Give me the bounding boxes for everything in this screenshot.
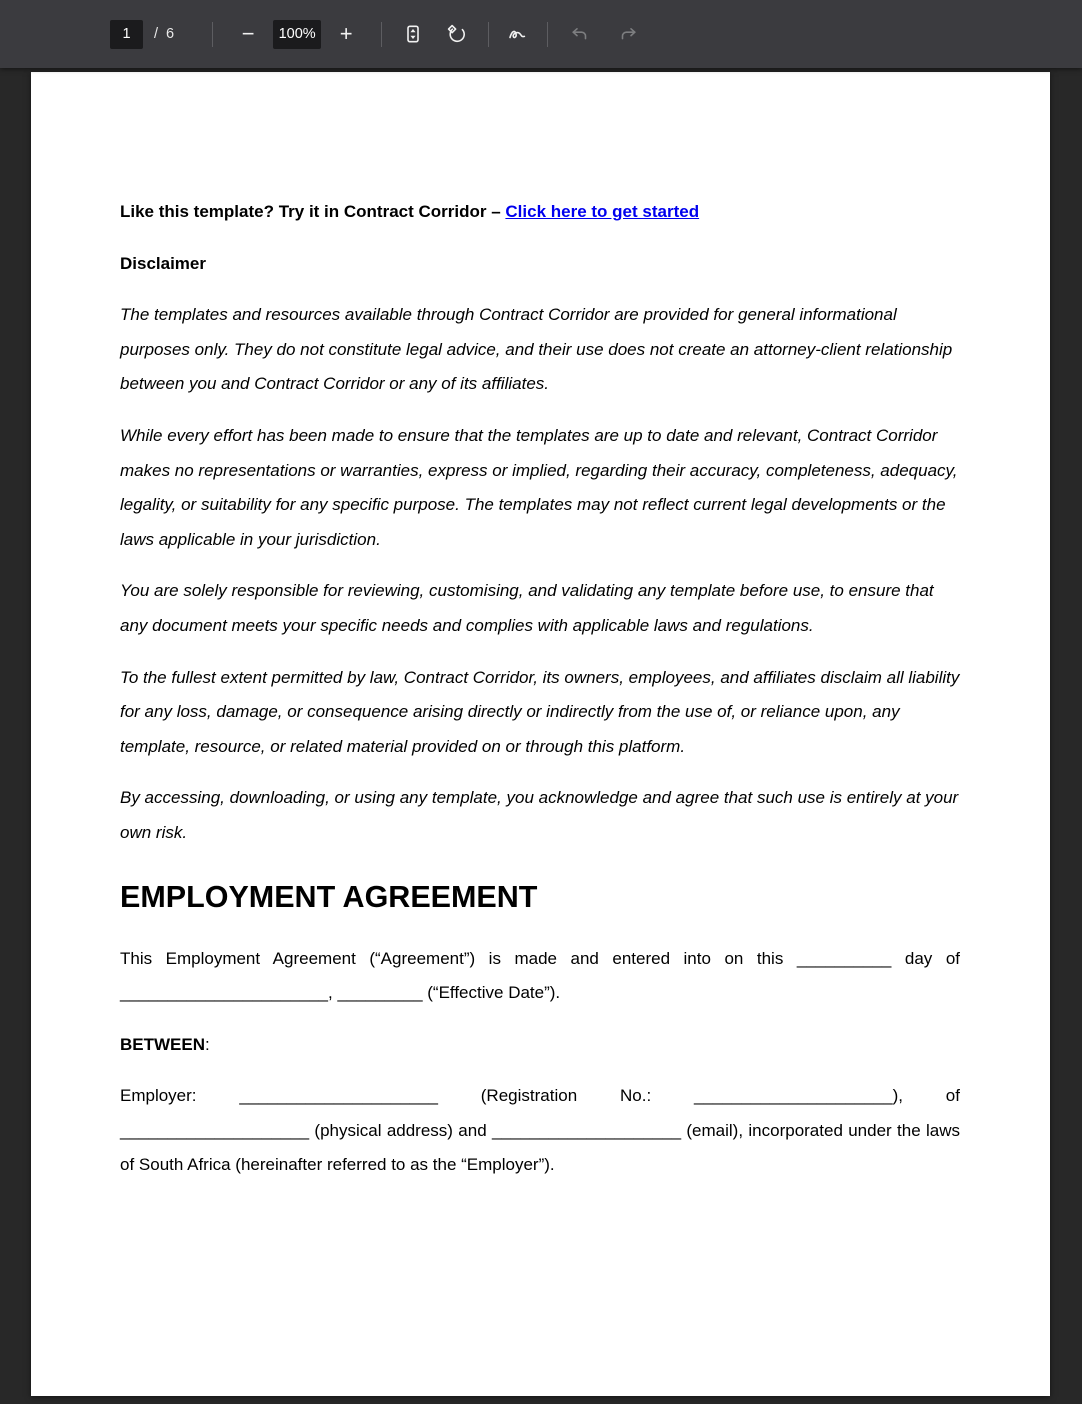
- disclaimer-paragraph: You are solely responsible for reviewing, customising, and validating any template before use, to ensure that any document meets your specific needs and complies with applicable laws and regulations.: [120, 581, 934, 635]
- pdf-canvas: [0, 68, 1082, 1404]
- document-title: EMPLOYMENT AGREEMENT: [120, 879, 538, 914]
- template-promo-text: Like this template? Try it in Contract Corridor –: [120, 202, 506, 221]
- zoom-controls: [231, 17, 363, 51]
- zoom-in-button[interactable]: +: [329, 17, 363, 51]
- toolbar-divider: [381, 22, 382, 47]
- annotate-pen-icon: [506, 23, 530, 45]
- between-colon: :: [205, 1034, 210, 1054]
- redo-icon: [619, 24, 639, 44]
- page-controls: [110, 20, 176, 49]
- template-promo-line: [120, 195, 960, 230]
- page-count-label: / 6: [154, 26, 177, 42]
- fit-to-page-button[interactable]: [396, 17, 430, 51]
- between-word: BETWEEN: [120, 1034, 205, 1054]
- annotate-button[interactable]: [501, 17, 535, 51]
- disclaimer-paragraph: To the fullest extent permitted by law, Contract Corridor, its owners, employees, and affiliates disclaim all liability for any loss, damage, or consequence arising directly or indirectly from the use of, or reliance upon, any template, resource, or related material provided on or through this platform.: [120, 667, 960, 756]
- between-heading: [120, 1028, 960, 1063]
- rotate-button[interactable]: [440, 17, 474, 51]
- page-number-input[interactable]: [110, 20, 143, 49]
- zoom-out-button[interactable]: −: [231, 17, 265, 51]
- agreement-intro-paragraph: This Employment Agreement (“Agreement”) is made and entered into on this __________ day of ______________________, _________ (“Effective Date”).: [120, 948, 960, 1003]
- pdf-page: [31, 72, 1050, 1396]
- employer-paragraph: Employer: _____________________ (Registration No.: _____________________), of ____________________ (physical address) and ____________________ (email), incorporated under the laws of South Africa (hereinafter referred to as the “Employer”).: [120, 1086, 960, 1175]
- get-started-link[interactable]: Click here to get started: [505, 202, 700, 221]
- toolbar-divider: [212, 22, 213, 47]
- undo-icon: [569, 24, 589, 44]
- pdf-toolbar: [0, 0, 1082, 68]
- toolbar-divider: [547, 22, 548, 47]
- toolbar-divider: [488, 22, 489, 47]
- disclaimer-paragraph: By accessing, downloading, or using any template, you acknowledge and agree that such use is entirely at your own risk.: [120, 788, 959, 842]
- disclaimer-paragraph: While every effort has been made to ensure that the templates are up to date and relevant, Contract Corridor makes no representations or warranties, express or implied, regarding their accuracy, completeness, adequacy, legality, or suitability for any specific purpose. The templates may not reflect current legal developments or the laws applicable in your jurisdiction.: [120, 425, 958, 549]
- undo-button[interactable]: [562, 17, 596, 51]
- disclaimer-heading: Disclaimer: [120, 253, 206, 273]
- disclaimer-paragraph: The templates and resources available through Contract Corridor are provided for general informational purposes only. They do not constitute legal advice, and their use does not create an attorney-client relationship between you and Contract Corridor or any of its affiliates.: [120, 305, 953, 394]
- zoom-level-input[interactable]: [273, 20, 321, 49]
- redo-button[interactable]: [612, 17, 646, 51]
- fit-to-page-icon: [403, 24, 423, 44]
- rotate-counterclockwise-icon: [446, 23, 468, 45]
